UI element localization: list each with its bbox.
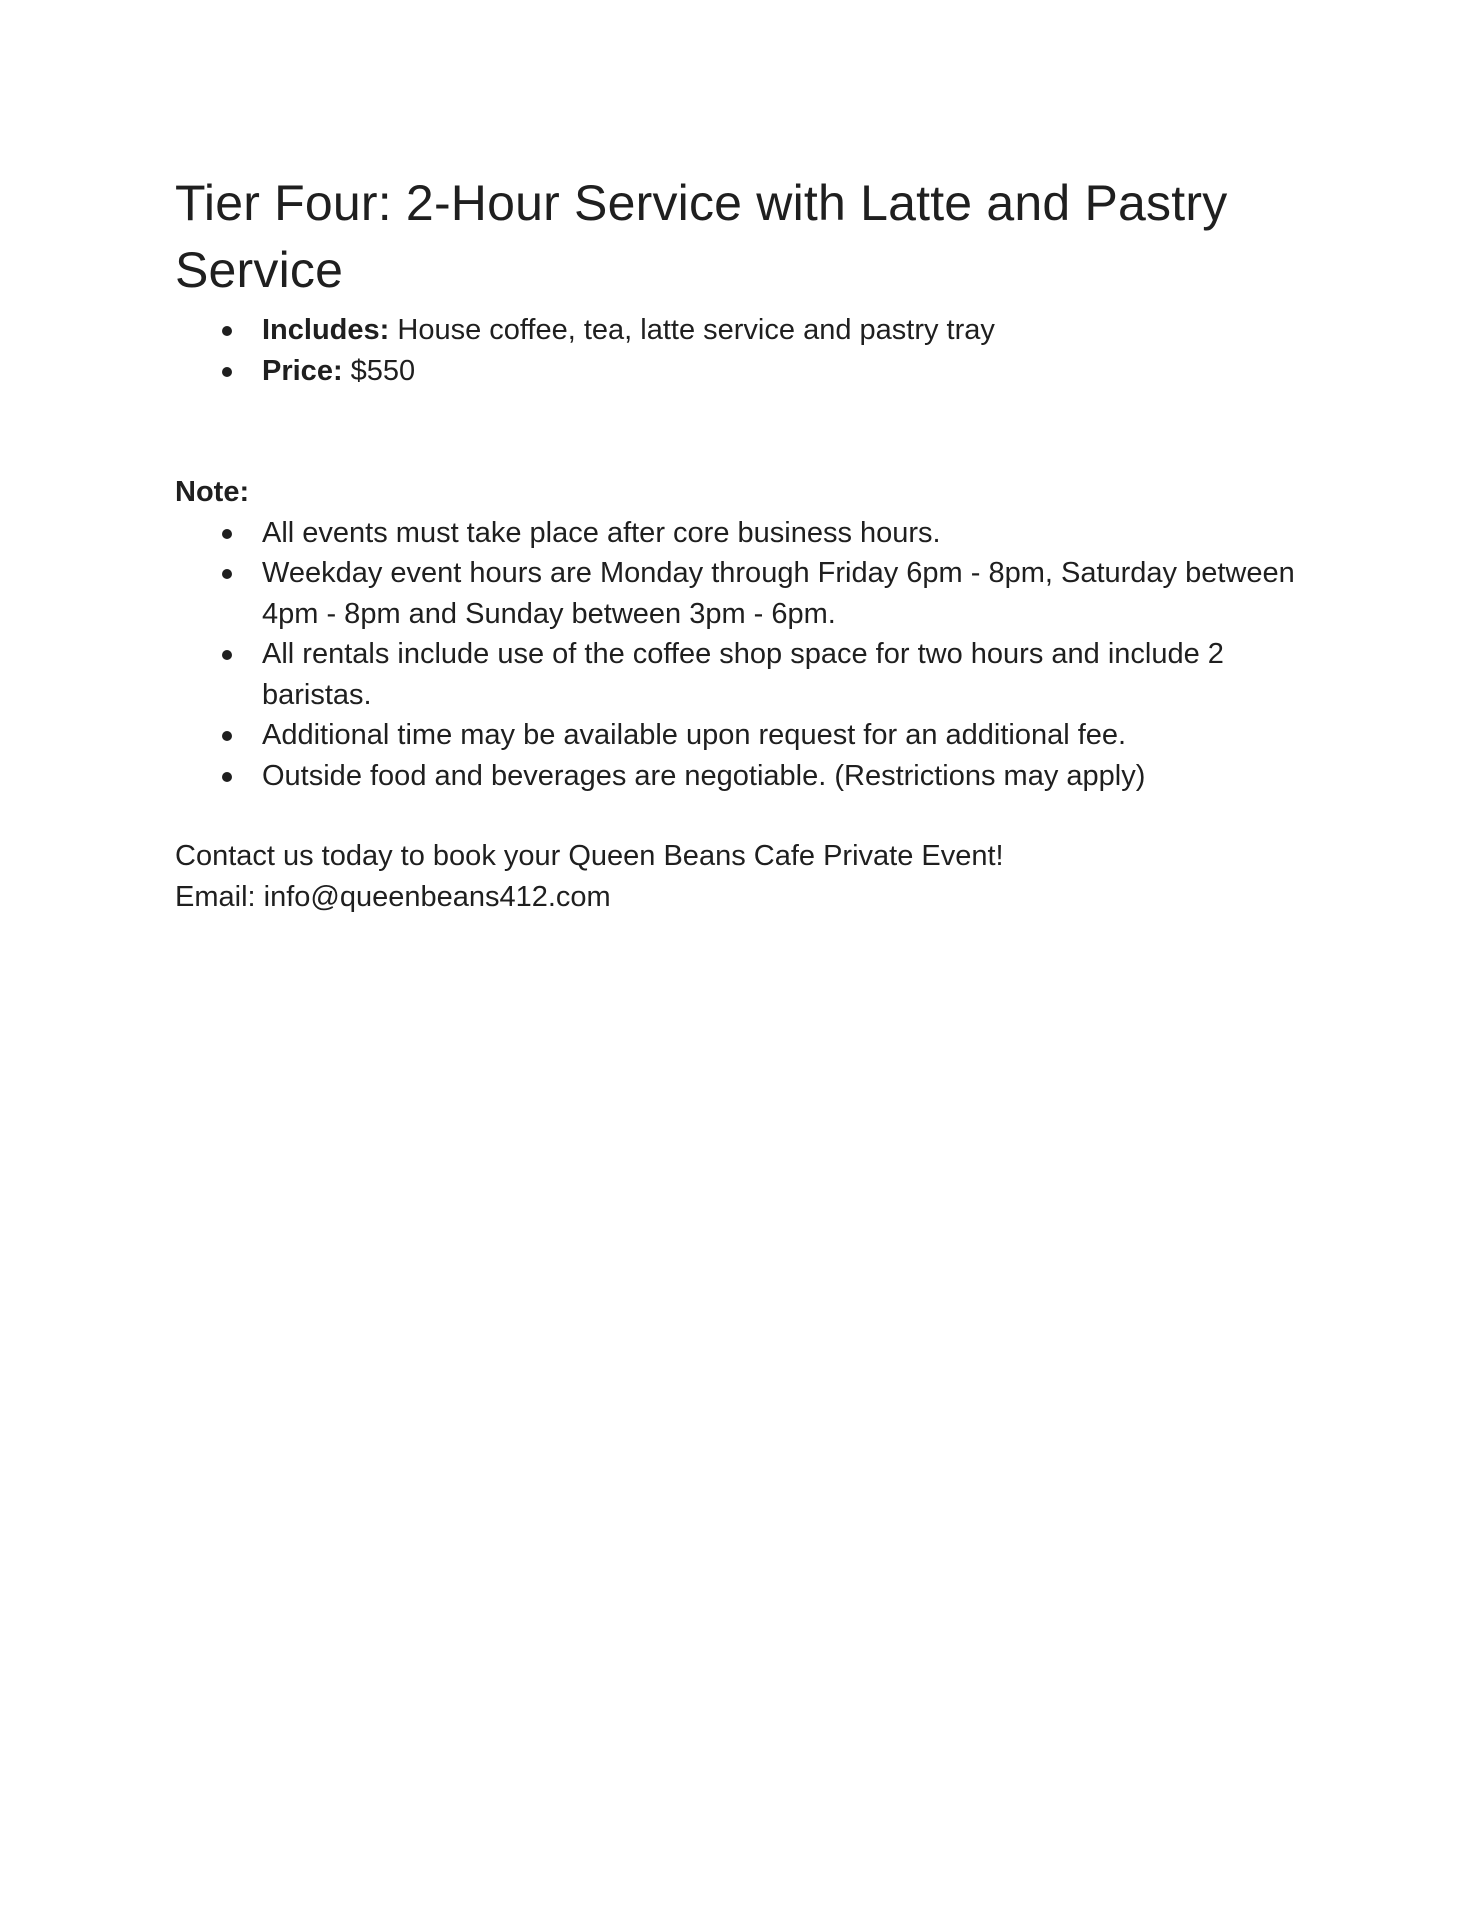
- note-item: All events must take place after core business hours.: [175, 513, 1325, 554]
- tier-includes-item: [175, 310, 1325, 351]
- note-item: Weekday event hours are Monday through Friday 6pm - 8pm, Saturday between 4pm - 8pm and Sunday between 3pm - 6pm.: [175, 553, 1325, 634]
- document-content: [175, 170, 1325, 917]
- note-list: [175, 513, 1325, 797]
- includes-label: Includes:: [262, 314, 390, 346]
- note-item: Additional time may be available upon request for an additional fee.: [175, 715, 1325, 756]
- contact-email: Email: info@queenbeans412.com: [175, 880, 611, 913]
- price-text: $550: [350, 354, 416, 387]
- note-item: Outside food and beverages are negotiable. (Restrictions may apply): [175, 756, 1325, 797]
- contact-block: [175, 836, 1325, 917]
- contact-line: Contact us today to book your Queen Beans Cafe Private Event!: [175, 840, 1004, 872]
- tier-heading: Tier Four: 2-Hour Service with Latte and Pastry Service: [175, 175, 1228, 298]
- note-item: All rentals include use of the coffee shop space for two hours and include 2 baristas.: [175, 634, 1325, 715]
- tier-price-item: [175, 351, 1325, 392]
- note-label: Note:: [175, 476, 250, 508]
- tier-details-list: [175, 310, 1325, 391]
- includes-text: House coffee, tea, latte service and pastry tray: [397, 314, 995, 346]
- price-label: Price:: [262, 354, 343, 387]
